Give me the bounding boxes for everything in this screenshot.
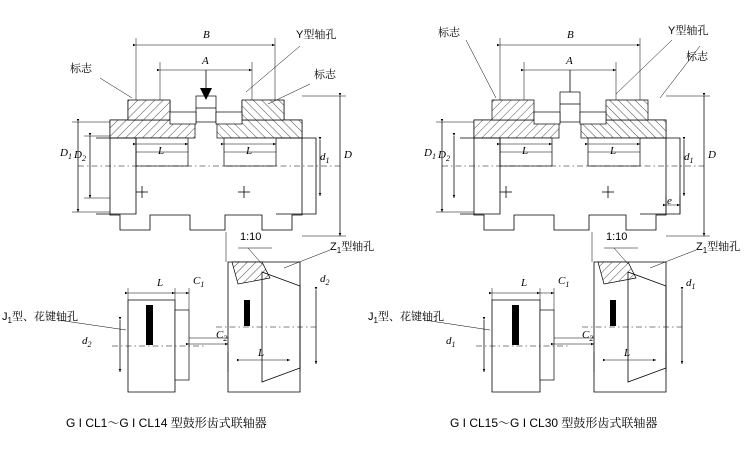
left-taper-label: 1:10 [240, 231, 262, 243]
right-dim-d1-lower: $d_1$ [446, 335, 456, 350]
right-dim-d1-upper: $d_1$ [684, 151, 694, 166]
right-dim-d1-z1: $d_1$ [686, 277, 696, 292]
right-dim-A: A [566, 55, 573, 67]
right-dim-D1: $D_1$ [424, 147, 436, 162]
right-mark-left-label: 标志 [438, 27, 460, 39]
left-dim-L-bottom-left: L [157, 277, 164, 289]
right-mark-right-label: 标志 [686, 51, 708, 63]
left-dim-A: A [202, 55, 209, 67]
left-figure-caption: G I CL1～G I CL14 型鼓形齿式联轴器 [66, 416, 267, 430]
left-dim-D1: $D_1$ [60, 147, 72, 162]
right-dim-C1: $C_1$ [558, 275, 570, 290]
left-mark-right-label: 标志 [314, 69, 336, 81]
left-lower-views [58, 232, 330, 392]
left-dim-d2-upper: $d_2$ [320, 273, 330, 288]
right-dim-L-bottom-left: L [521, 277, 528, 289]
right-dim-D2: $D_2$ [438, 149, 450, 164]
right-dim-e: e [667, 195, 672, 207]
right-dim-D: D [708, 149, 716, 161]
left-section-view [72, 38, 346, 236]
left-dim-D2: $D_2$ [74, 149, 86, 164]
left-dim-d1: $d_1$ [320, 151, 330, 166]
right-bore-z1-label: $Z_1$型轴孔 [696, 241, 741, 256]
left-dim-D: D [344, 149, 352, 161]
left-dim-d2-lower: $d_2$ [82, 335, 92, 350]
left-mark-left-label: 标志 [70, 63, 92, 75]
right-dim-L-bottom-right: L [624, 347, 631, 359]
right-bore-j1-label: $J_1$型、花键轴孔 [368, 311, 444, 326]
left-dim-L-right: L [246, 145, 253, 157]
right-lower-views [424, 232, 696, 392]
left-bore-j1-label: $J_1$型、花键轴孔 [2, 311, 78, 326]
left-bore-y-label: Y型轴孔 [296, 29, 337, 41]
right-dim-L-left: L [522, 145, 529, 157]
left-dim-B: B [203, 29, 210, 41]
right-dim-B: B [567, 29, 574, 41]
left-dim-L-bottom-right: L [258, 347, 265, 359]
left-dim-C1: $C_1$ [193, 275, 205, 290]
right-figure-caption: G I CL15～G I CL30 型鼓形齿式联轴器 [450, 416, 658, 430]
right-dim-C2: $C_2$ [582, 329, 594, 344]
left-dim-C2: $C_2$ [216, 329, 228, 344]
left-dim-L-left: L [158, 145, 165, 157]
right-dim-L-right: L [610, 145, 617, 157]
right-bore-y-label: Y型轴孔 [668, 25, 709, 37]
left-bore-z1-label: $Z_1$型轴孔 [330, 241, 375, 256]
right-taper-label: 1:10 [606, 231, 628, 243]
